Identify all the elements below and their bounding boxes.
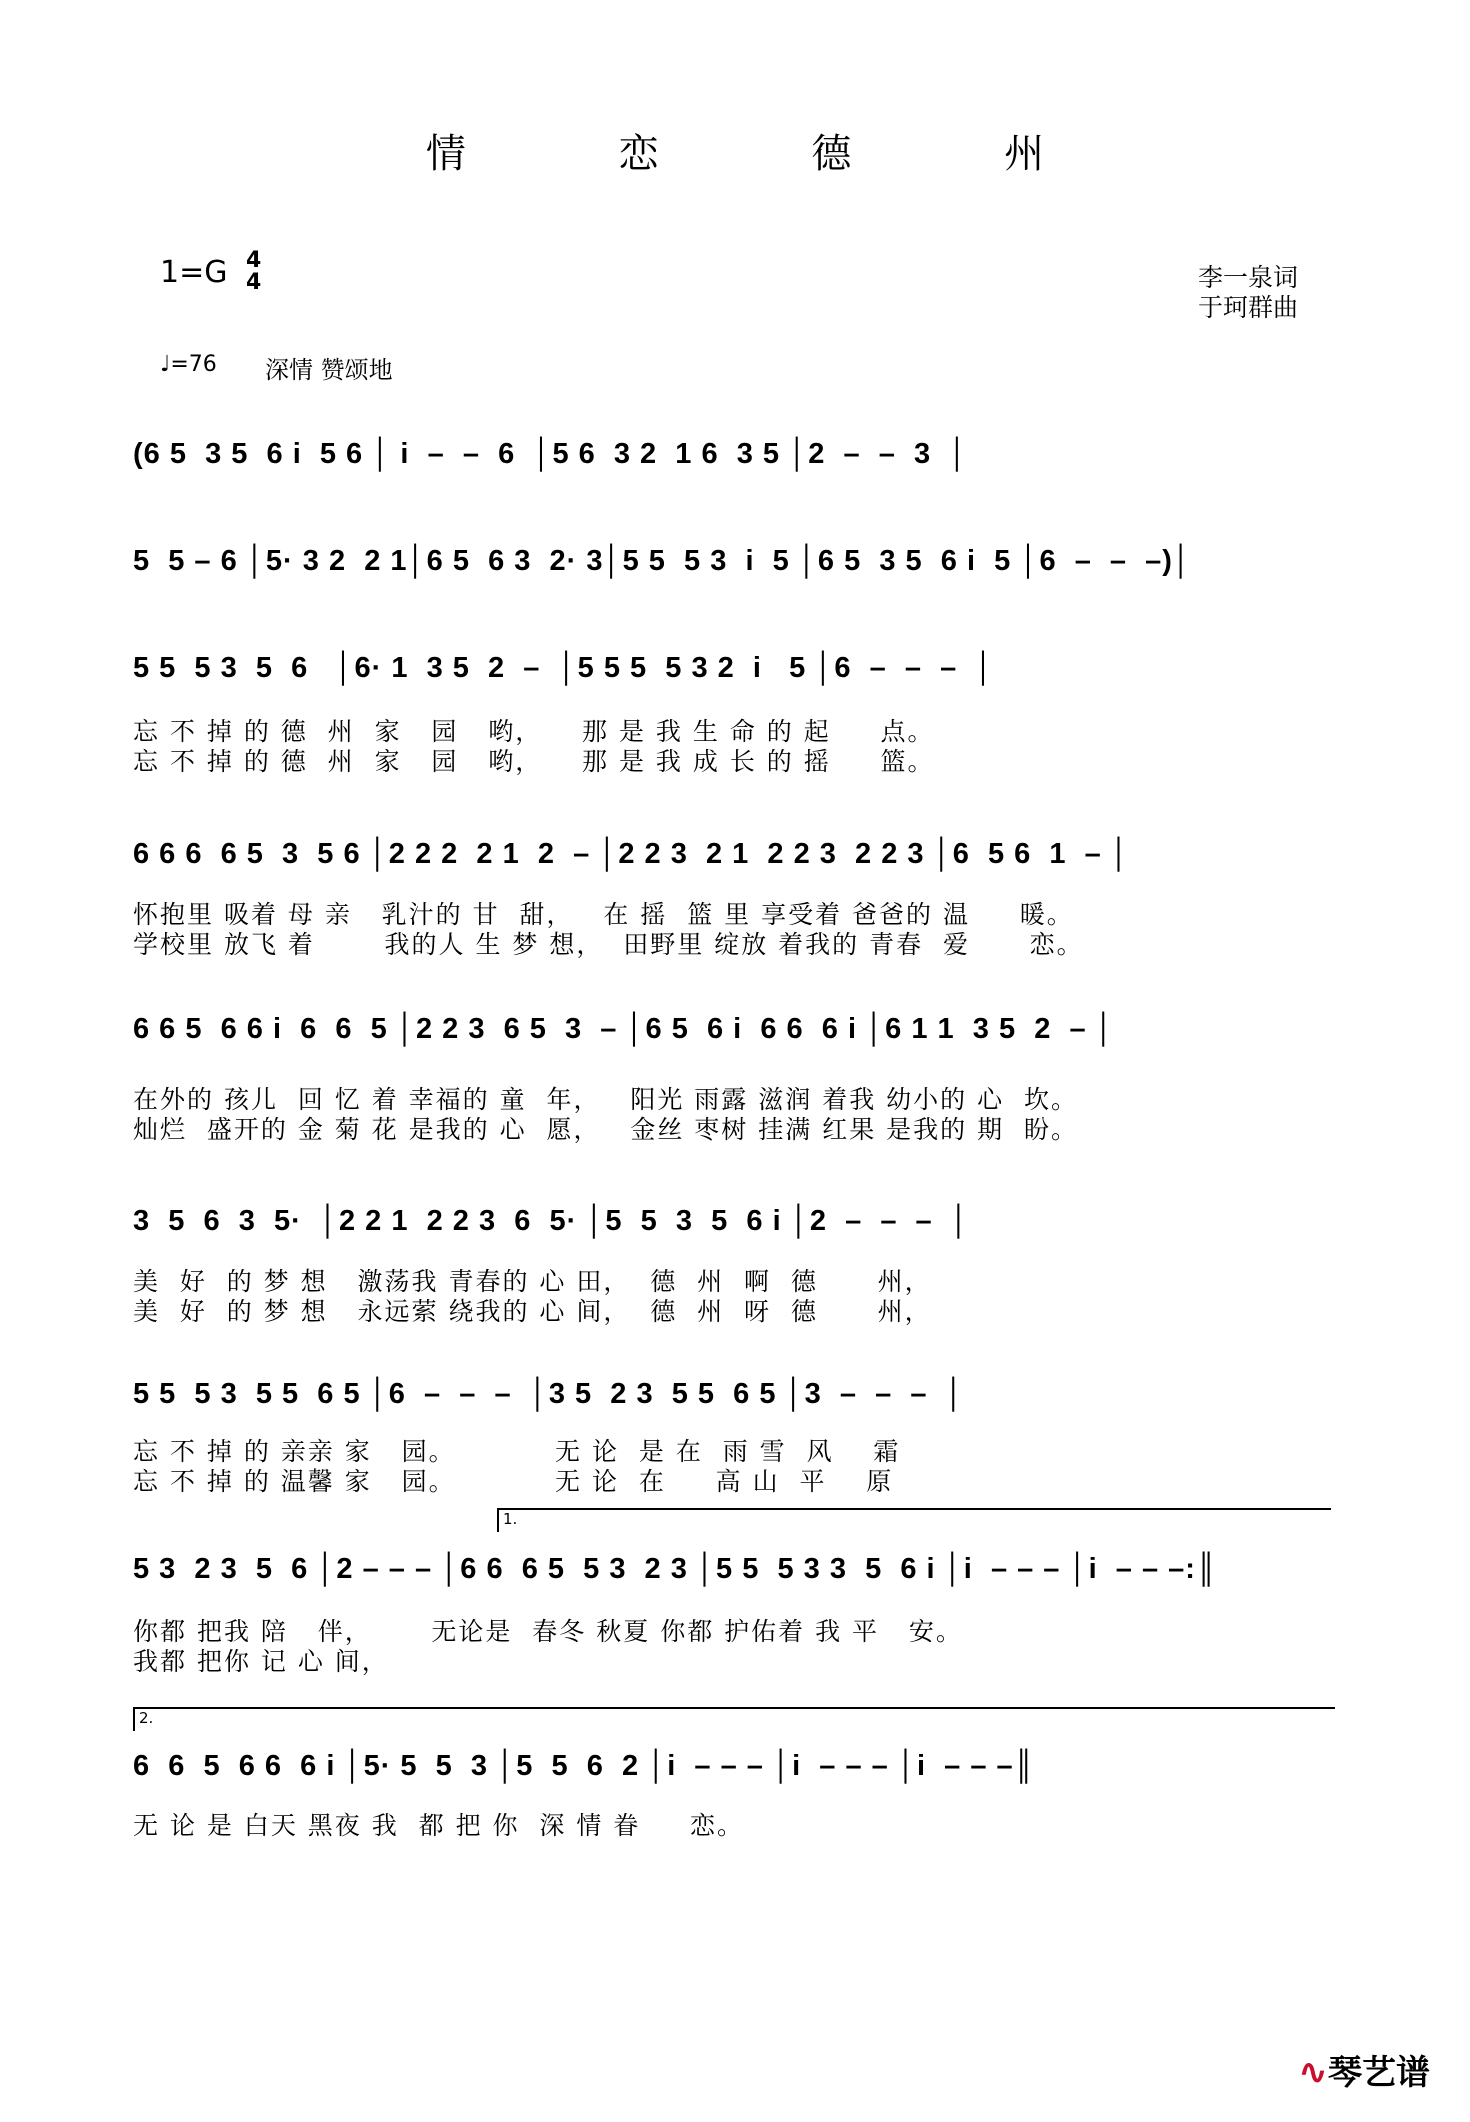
notation-row-4: 6 6 6 6 5 3 5 6 │2 2 2 2 1 2 – │2 2 3 2 1 2 2 3 2 2 3 │6 5 6 1 – │ [133,838,1130,870]
lyric-line: 忘 不 掉 的 温馨 家 园。 无 论 在 高 山 平 原 [133,1467,894,1496]
lyric-line: 美 好 的 梦 想 永远萦 绕我的 心 间， 德 州 呀 德 州， [133,1297,932,1326]
logo-text: 琴艺谱 [1328,2053,1430,2093]
lyric-line: 我都 把你 记 心 间， [133,1647,389,1676]
notation-row-7: 5 5 5 3 5 5 6 5 │6 – – – │3 5 2 3 5 5 6 5 │3 – – – │ [133,1378,965,1410]
time-signature-bottom: 4 [246,270,262,295]
notation-row-1: (6 5 3 5 6 i 5 6 │ i – – 6 │5 6 3 2 1 6 3 5 │2 – – 3 │ [133,438,969,470]
key-signature: 1=G [160,255,228,290]
notation-row-5: 6 6 5 6 6 i 6 6 5 │2 2 3 6 5 3 – │6 5 6 i 6 6 6 i │6 1 1 3 5 2 – │ [133,1013,1115,1045]
lyric-line: 忘 不 掉 的 德 州 家 园 哟， 那 是 我 生 命 的 起 点。 [133,717,935,746]
lyric-line: 在外的 孩儿 回 忆 着 幸福的 童 年， 阳光 雨露 滋润 着我 幼小的 心 坎。 [133,1085,1078,1114]
notation-row-8: 5 3 2 3 5 6 │2 – – – │6 6 6 5 5 3 2 3 │5 5 5 3 3 5 6 i │i – – – │i – – –:║ [133,1553,1218,1585]
song-title: 情 恋 德 州 [425,131,1115,177]
second-ending-bracket: 2. [133,1707,1335,1731]
lyric-line: 灿烂 盛开的 金 菊 花 是我的 心 愿， 金丝 枣树 挂满 红果 是我的 期 盼。 [133,1115,1078,1144]
notation-row-6: 3 5 6 3 5· │2 2 1 2 2 3 6 5· │5 5 3 5 6 i │2 – – – │ [133,1205,970,1237]
tempo-mark: ♩=76 [160,352,217,377]
time-signature-top: 4 [246,248,262,273]
lyric-line: 无 论 是 白天 黑夜 我 都 把 你 深 情 眷 恋。 [133,1811,745,1840]
lyricist: 李一泉词 [1197,263,1298,292]
lyric-line: 怀抱里 吸着 母 亲 乳汁的 甘 甜， 在 摇 篮 里 享受着 爸爸的 温 暖。 [133,900,1074,929]
notation-row-2: 5 5 – 6 │5· 3 2 2 1│6 5 6 3 2· 3│5 5 5 3 i 5 │6 5 3 5 6 i 5 │6 – – –)│ [133,545,1193,577]
lyric-line: 忘 不 掉 的 亲亲 家 园。 无 论 是 在 雨 雪 风 霜 [133,1437,901,1466]
first-ending-bracket: 1. [497,1508,1331,1532]
notation-row-3: 5 5 5 3 5 6 │6· 1 3 5 2 – │5 5 5 5 3 2 i 5 │6 – – – │ [133,652,995,684]
logo-mark-icon: ∿ [1297,2052,1328,2093]
lyric-line: 学校里 放飞 着 我的人 生 梦 想， 田野里 绽放 着我的 青春 爱 恋。 [133,930,1084,959]
credits [1198,263,1298,323]
notation-row-9: 6 6 5 6 6 6 i │5· 5 5 3 │5 5 6 2 │i – – – │i – – – │i – – –║ [133,1750,1036,1782]
composer: 于珂群曲 [1197,293,1298,322]
site-logo [1298,2045,1430,2094]
lyric-line: 美 好 的 梦 想 激荡我 青春的 心 田， 德 州 啊 德 州， [133,1267,932,1296]
lyric-line: 你都 把我 陪 伴， 无论是 春冬 秋夏 你都 护佑着 我 平 安。 [133,1617,963,1646]
expression-mark: 深情 赞颂地 [265,356,393,384]
lyric-line: 忘 不 掉 的 德 州 家 园 哟， 那 是 我 成 长 的 摇 篮。 [133,747,935,776]
time-signature [246,250,261,294]
